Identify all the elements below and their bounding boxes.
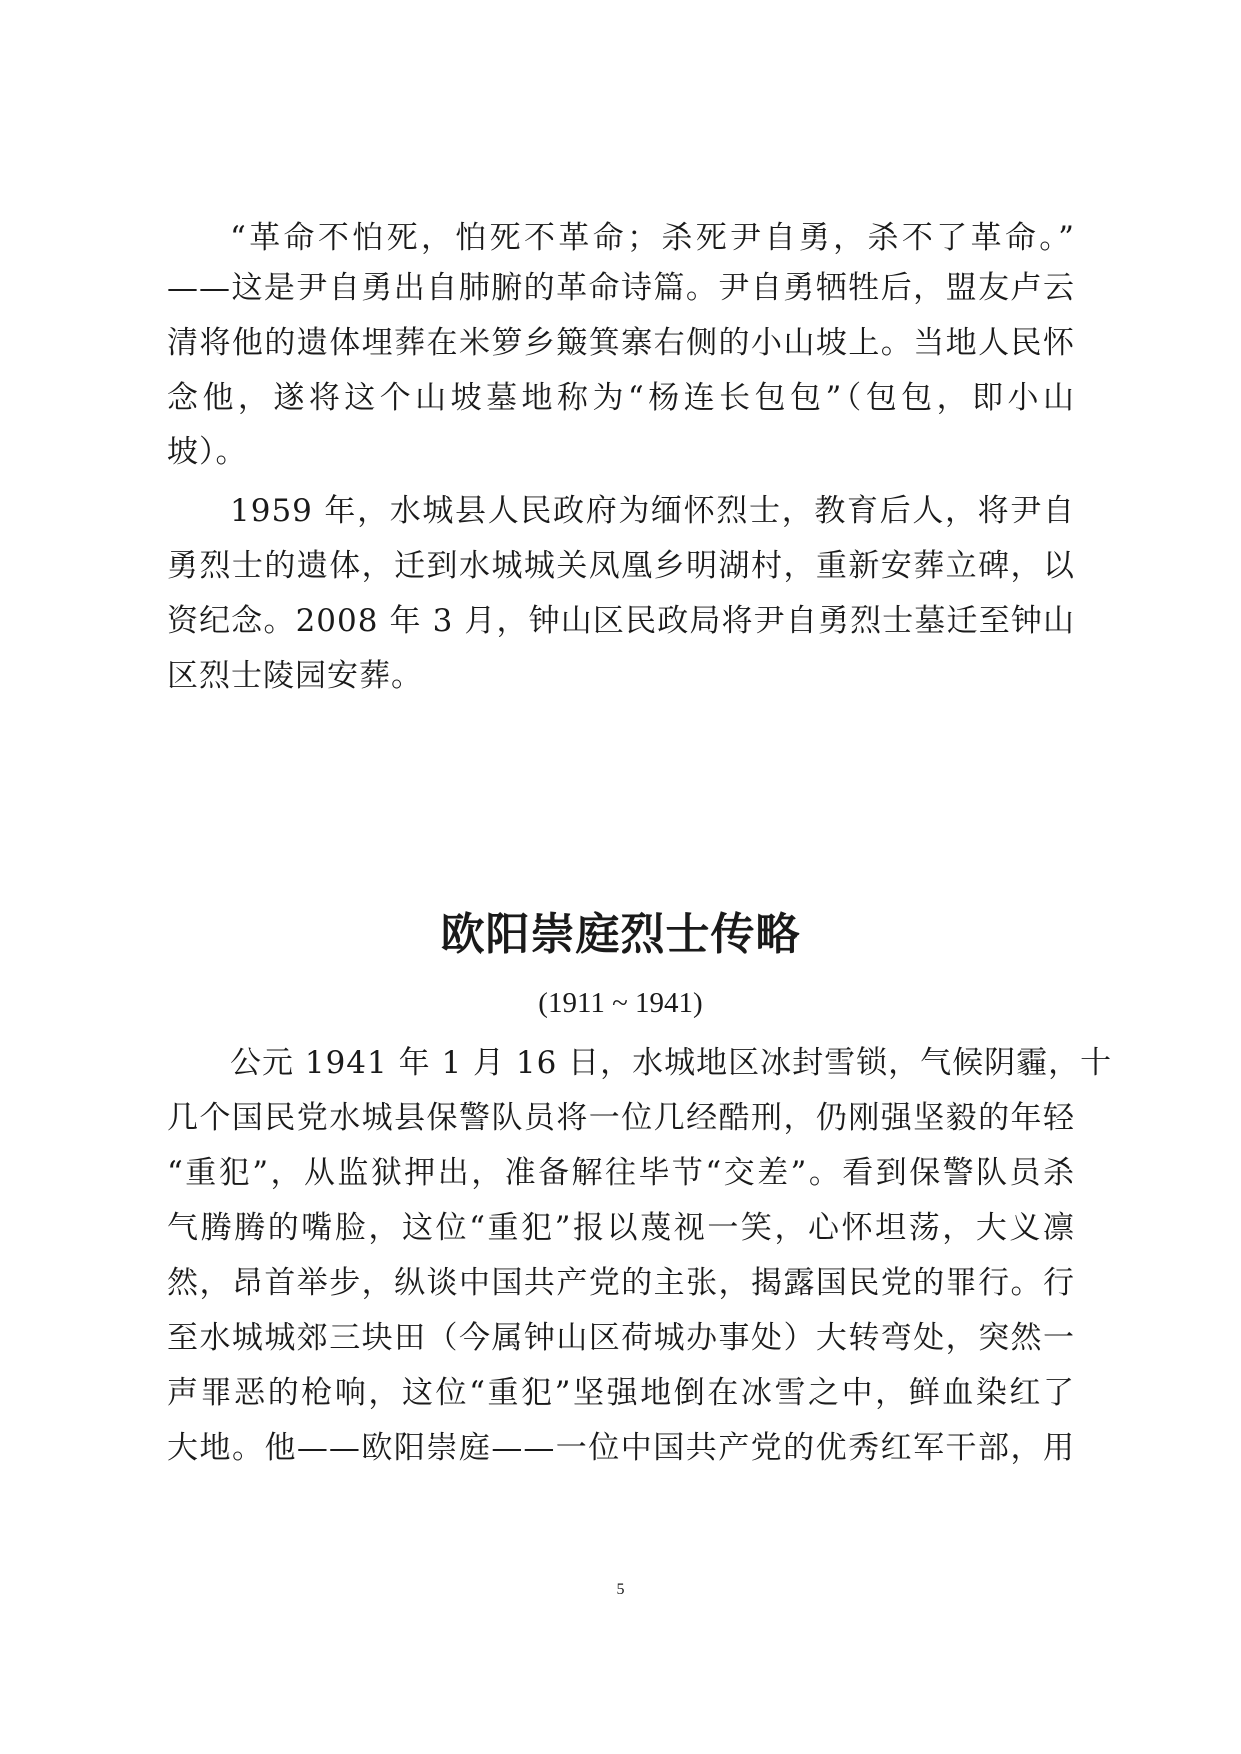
- paragraph-line: “重犯”，从监狱押出，准备解往毕节“交差”。看到保警队员杀: [167, 1155, 1075, 1191]
- paragraph-line: 资纪念。2008 年 3 月，钟山区民政局将尹自勇烈士墓迁至钟山: [167, 603, 1075, 639]
- paragraph-line: 1959 年，水城县人民政府为缅怀烈士，教育后人，将尹自: [230, 493, 1075, 529]
- paragraph-line: 念他，遂将这个山坡墓地称为“杨连长包包”（包包，即小山: [167, 380, 1075, 416]
- paragraph-line: 气腾腾的嘴脸，这位“重犯”报以蔑视一笑，心怀坦荡，大义凛: [167, 1210, 1075, 1246]
- biography-years: (1911 ~ 1941): [538, 987, 703, 1019]
- paragraph-line: “革命不怕死，怕死不革命；杀死尹自勇，杀不了革命。”: [230, 220, 1075, 256]
- paragraph-line: 勇烈士的遗体，迁到水城城关凤凰乡明湖村，重新安葬立碑，以: [167, 548, 1075, 584]
- paragraph-line: 大地。他——欧阳崇庭——一位中国共产党的优秀红军干部，用: [167, 1430, 1075, 1466]
- page-number: 5: [616, 1581, 625, 1598]
- paragraph-line: 声罪恶的枪响，这位“重犯”坚强地倒在冰雪之中，鲜血染红了: [167, 1375, 1075, 1411]
- paragraph-line: 坡）。: [167, 434, 248, 470]
- biography-title: 欧阳崇庭烈士传略: [440, 909, 801, 960]
- paragraph-line: 公元 1941 年 1 月 16 日，水城地区冰封雪锁，气候阴霾，十: [230, 1045, 1113, 1081]
- paragraph-line: 区烈士陵园安葬。: [167, 658, 423, 694]
- paragraph-line: 几个国民党水城县保警队员将一位几经酷刑，仍刚强坚毅的年轻: [167, 1100, 1075, 1136]
- paragraph-line: 至水城城郊三块田（今属钟山区荷城办事处）大转弯处，突然一: [167, 1320, 1075, 1356]
- paragraph-line: 然，昂首举步，纵谈中国共产党的主张，揭露国民党的罪行。行: [167, 1265, 1075, 1301]
- paragraph-line: 清将他的遗体埋葬在米箩乡簸箕寨右侧的小山坡上。当地人民怀: [167, 325, 1075, 361]
- paragraph-line: ——这是尹自勇出自肺腑的革命诗篇。尹自勇牺牲后，盟友卢云: [167, 270, 1075, 306]
